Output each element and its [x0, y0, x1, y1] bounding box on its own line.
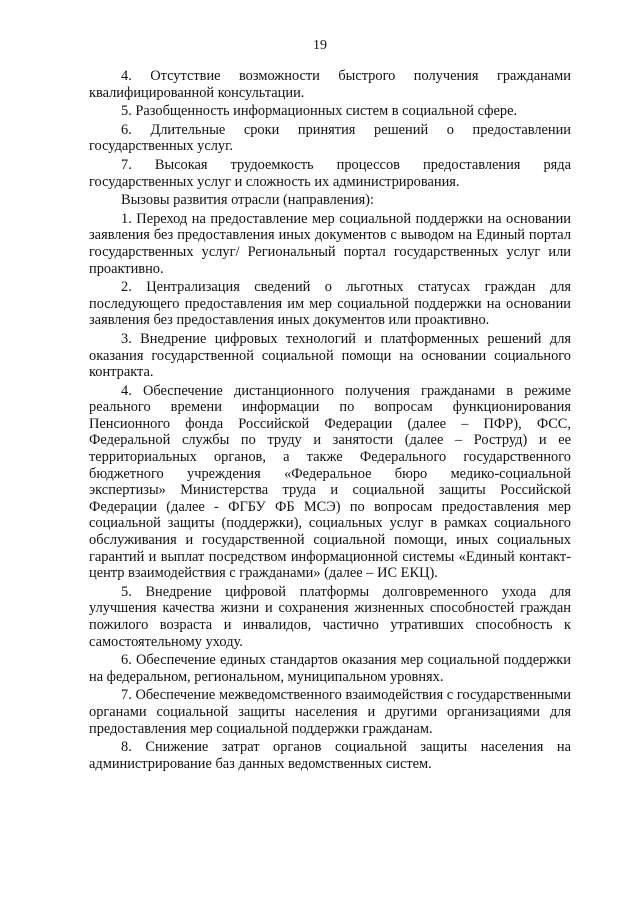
paragraph-challenge-5: 5. Внедрение цифровой платформы долговременного ухода для улучшения качества жизни и сохранения жизненных способностей граждан пожилого возраста и инвалидов, частично утративших способность к самостоятельному уходу.: [89, 583, 571, 650]
paragraph-challenge-2: 2. Централизация сведений о льготных статусах граждан для последующего предоставления им мер социальной поддержки на основании заявления без предоставления иных документов или проактивно.: [89, 279, 571, 329]
paragraph-problem-4: 4. Отсутствие возможности быстрого получения гражданами квалифицированной консультации.: [89, 68, 571, 101]
paragraph-challenge-8: 8. Снижение затрат органов социальной защиты населения на администрирование баз данных ведомственных систем.: [89, 739, 571, 772]
paragraph-problem-5: 5. Разобщенность информационных систем в социальной сфере.: [121, 103, 518, 120]
document-body: [89, 68, 571, 774]
paragraph-challenge-6: 6. Обеспечение единых стандартов оказания мер социальной поддержки на федеральном, региональном, муниципальном уровнях.: [89, 652, 571, 685]
page-number: 19: [313, 38, 327, 53]
paragraph-challenge-4: 4. Обеспечение дистанционного получения гражданами в режиме реального времени информации по вопросам функционирования Пенсионного фонда Российской Федерации (далее – ПФР), ФСС, Федеральной службы по труду и занятости (далее – Роструд) и ее территориальных органов, а также Федерального государственного бюджетного учреждения «Федеральное бюро медико-социальной экспертизы» Министерства труда и социальной защиты Российской Федерации (далее - ФГБУ ФБ МСЭ) по вопросам предоставления мер социальной защиты (поддержки), социальных услуг в рамках социального обслуживания и государственной социальной помощи, иных социальных гарантий и выплат посредством информационной системы «Единый контакт-центр взаимодействия с гражданами» (далее – ИС ЕКЦ).: [89, 382, 571, 582]
paragraph-challenges-heading: Вызовы развития отрасли (направления):: [121, 192, 374, 209]
paragraph-challenge-7: 7. Обеспечение межведомственного взаимодействия с государственными органами социальной защиты населения и другими организациями для предоставления мер социальной поддержки гражданам.: [89, 687, 571, 737]
paragraph-problem-6: 6. Длительные сроки принятия решений о предоставлении государственных услуг.: [89, 121, 571, 155]
paragraph-problem-7: 7. Высокая трудоемкость процессов предоставления ряда государственных услуг и сложность их администрирования.: [89, 156, 571, 190]
paragraph-challenge-1: 1. Переход на предоставление мер социальной поддержки на основании заявления без предоставления иных документов с выводом на Единый портал государственных услуг/ Региональный портал государственных услуг или проактивно.: [89, 210, 571, 277]
paragraph-challenge-3: 3. Внедрение цифровых технологий и платформенных решений для оказания государственной социальной помощи на основании социального контракта.: [89, 330, 571, 381]
